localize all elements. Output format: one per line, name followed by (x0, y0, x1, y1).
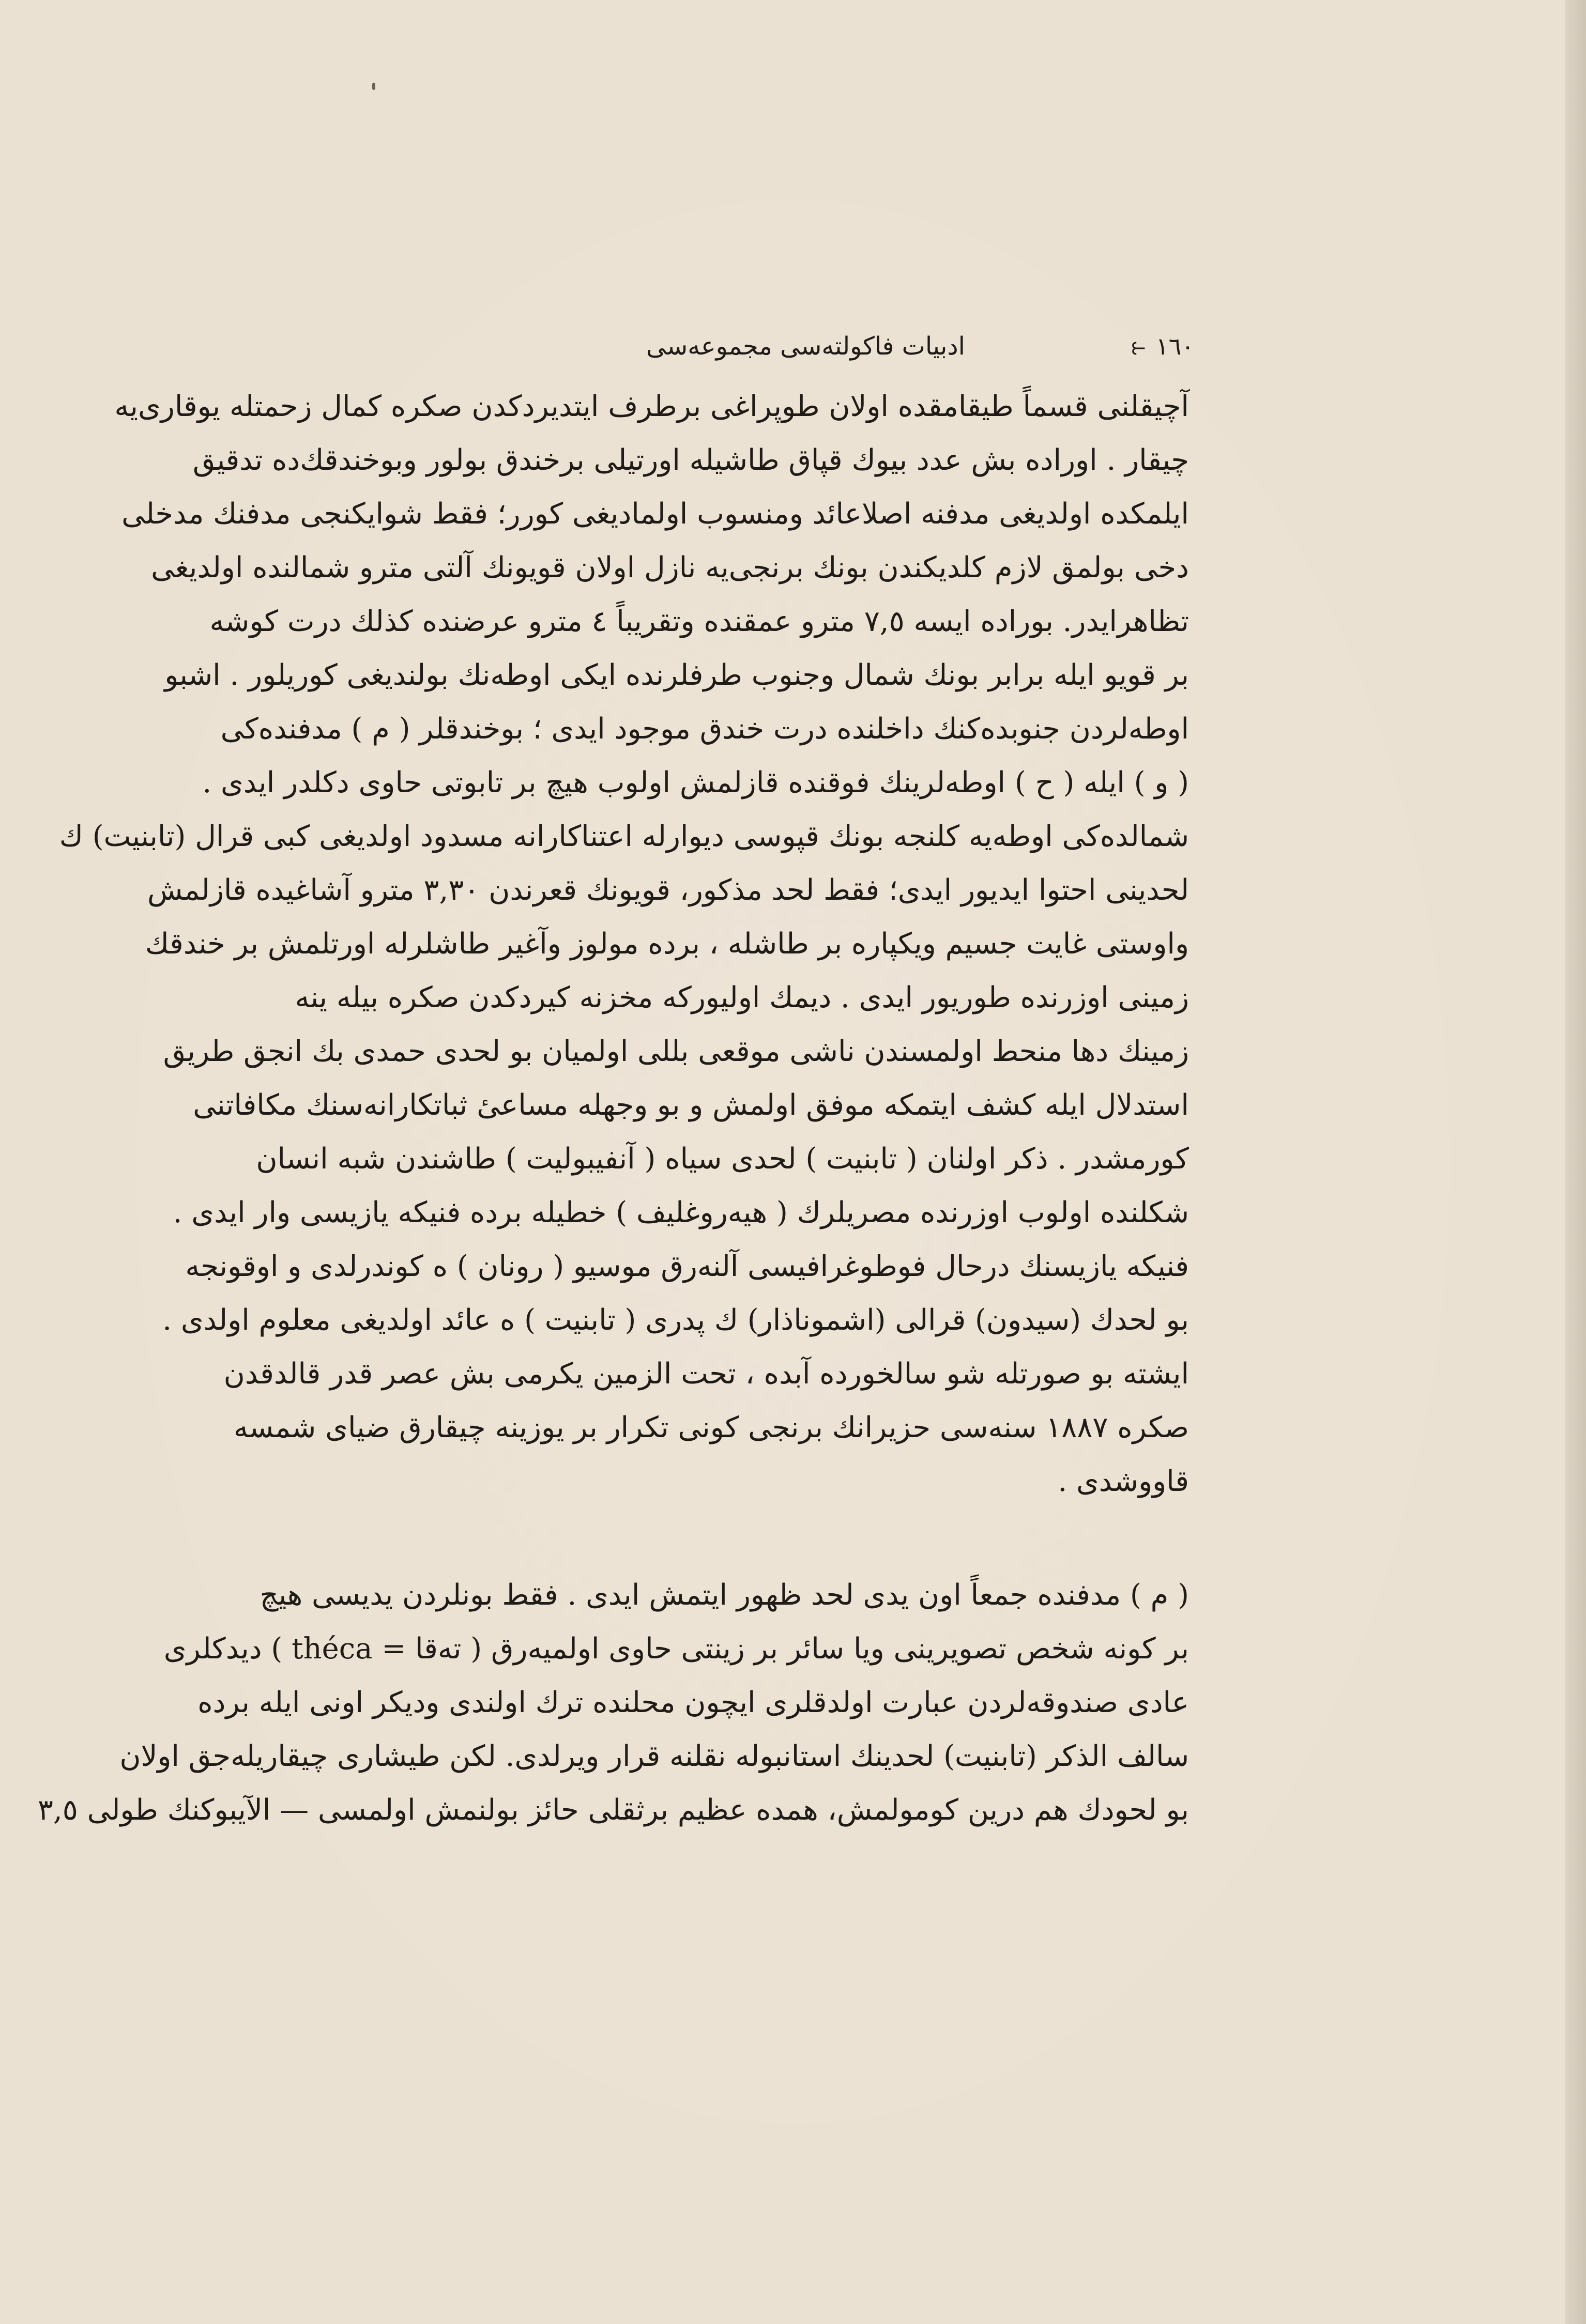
page-number-group (1132, 332, 1194, 360)
text-line: چيقار . اوراده بش عدد بيوك قپاق طاشيله اورتيلى برخندق بولور وبوخندقك‌ده تدقيق (192, 443, 1189, 477)
text-line: بر قويو ايله برابر بونك شمال وجنوب طرفلرنده ايكى اوطه‌نك بولنديغى كوريلور . اشبو (164, 658, 1189, 692)
text-line: كورمشدر . ذكر اولنان ( تابنيت ) لحدى سياه ( آنفيبوليت ) طاشندن شبه انسان (256, 1142, 1189, 1176)
ink-speck (372, 83, 375, 90)
text-line: ايشته بو صورتله شو سالخورده آبده ، تحت الزمين يكرمى بش عصر قدر قالدقدن (223, 1357, 1189, 1391)
text-line: شكلنده اولوب اوزرنده مصريلرك ( هيه‌روغليف ) خطيله برده فنيكه يازيسى وار ايدى . (173, 1196, 1189, 1229)
second-paragraph (37, 1568, 1189, 1858)
text-line: عادى صندوقه‌لردن عبارت اولدقلرى ايچون محلنده ترك اولندى وديكر اونى ايله برده (197, 1686, 1189, 1719)
text-line: اوطه‌لردن جنوبده‌كنك داخلنده درت خندق موجود ايدى ؛ بوخندقلر ( م ) مدفنده‌كى (220, 712, 1189, 746)
text-line: سالف الذكر (تابنيت) لحدينك استانبوله نقلنه قرار ويرلدى. لكن طيشارى چيقاريله‌جق اولان (119, 1740, 1189, 1773)
page-header (398, 323, 1194, 370)
text-line: واوستى غايت جسيم ويكپاره بر طاشله ، برده مولوز وآغير طاشلرله اورتلمش بر خندقك (145, 927, 1189, 961)
text-line: ( م ) مدفنده جمعاً اون يدى لحد ظهور ايتمش ايدى . فقط بونلردن يديسى هيچ (260, 1578, 1189, 1612)
text-line: قاووشدى . (1058, 1465, 1189, 1498)
text-line: آچيقلنى قسماً طيقامقده اولان طوپراغى برطرف ايتديردكدن صكره كمال زحمتله يوقارى‌يه (114, 390, 1189, 423)
page-number: ١٦٠ (1155, 332, 1194, 360)
text-line: ايلمكده اولديغى مدفنه اصلاعائد ومنسوب اولماديغى كورر؛ فقط شوايكنجى مدفنك مدخلى (121, 497, 1189, 531)
text-line: بو لحدك (سيدون) قرالى (اشموناذار) ك پدرى ( تابنيت ) ه عائد اولديغى معلوم اولدى . (162, 1303, 1189, 1337)
text-line: ( و ) ايله ( ح ) اوطه‌لرينك فوقنده قازلمش اولوب هيچ بر تابوتى حاوى دكلدر ايدى . (202, 766, 1189, 799)
text-line: بو لحودك هم درين كومولمش، همده عظيم برثقلى حائز بولنمش اولمسى — الآيبوكنك طولى ٣,٥ (37, 1793, 1189, 1827)
page-edge-shadow (1565, 0, 1586, 2324)
main-paragraph (59, 380, 1189, 1558)
text-line: دخى بولمق لازم كلديكندن بونك برنجى‌يه نازل اولان قويونك آلتى مترو شمالنده اولديغى (151, 551, 1189, 584)
text-line: صكره ١٨٨٧ سنه‌سى حزيرانك برنجى كونى تكرار بر يوزينه چيقارق ضياى شمسه (234, 1411, 1189, 1444)
text-line: استدلال ايله كشف ايتمكه موفق اولمش و بو وجهله مساعىٔ ثباتكارانه‌سنك مكافاتنى (193, 1088, 1189, 1122)
text-line: زمينك دها منحط اولمسندن ناشى موقعى بللى اولميان بو لحدى حمدى بك انجق طريق (163, 1035, 1189, 1068)
text-line: بر كونه شخص تصويرينى ويا سائر بر زينتى حاوى اولميه‌رق ( ته‌قا = théca ) ديدكلرى (163, 1632, 1189, 1666)
text-line: لحدينى احتوا ايديور ايدى؛ فقط لحد مذكور، قويونك قعرندن ٣,٣٠ مترو آشاغيده قازلمش (147, 873, 1189, 907)
text-line: زمينى اوزرنده طوريور ايدى . ديمك اوليوركه مخزنه كيردكدن صكره بيله ينه (295, 981, 1189, 1014)
header-ornament-icon: ⥼ (1131, 332, 1146, 361)
text-line: شمالده‌كى اوطه‌يه كلنجه بونك قپوسى ديوارله اعتناكارانه مسدود اولديغى كبى قرال (تابنيت) ك (59, 820, 1189, 853)
running-title: ادبيات فاكولته‌سى مجموعه‌سى (646, 332, 966, 361)
text-line: فنيكه يازيسنك درحال فوطوغرافيسى آلنه‌رق موسيو ( رونان ) ه كوندرلدى و اوقونجه (185, 1250, 1189, 1283)
text-line: تظاهرايدر. بوراده ايسه ٧,٥ مترو عمقنده وتقريباً ٤ مترو عرضنده كذلك درت كوشه (209, 605, 1189, 638)
